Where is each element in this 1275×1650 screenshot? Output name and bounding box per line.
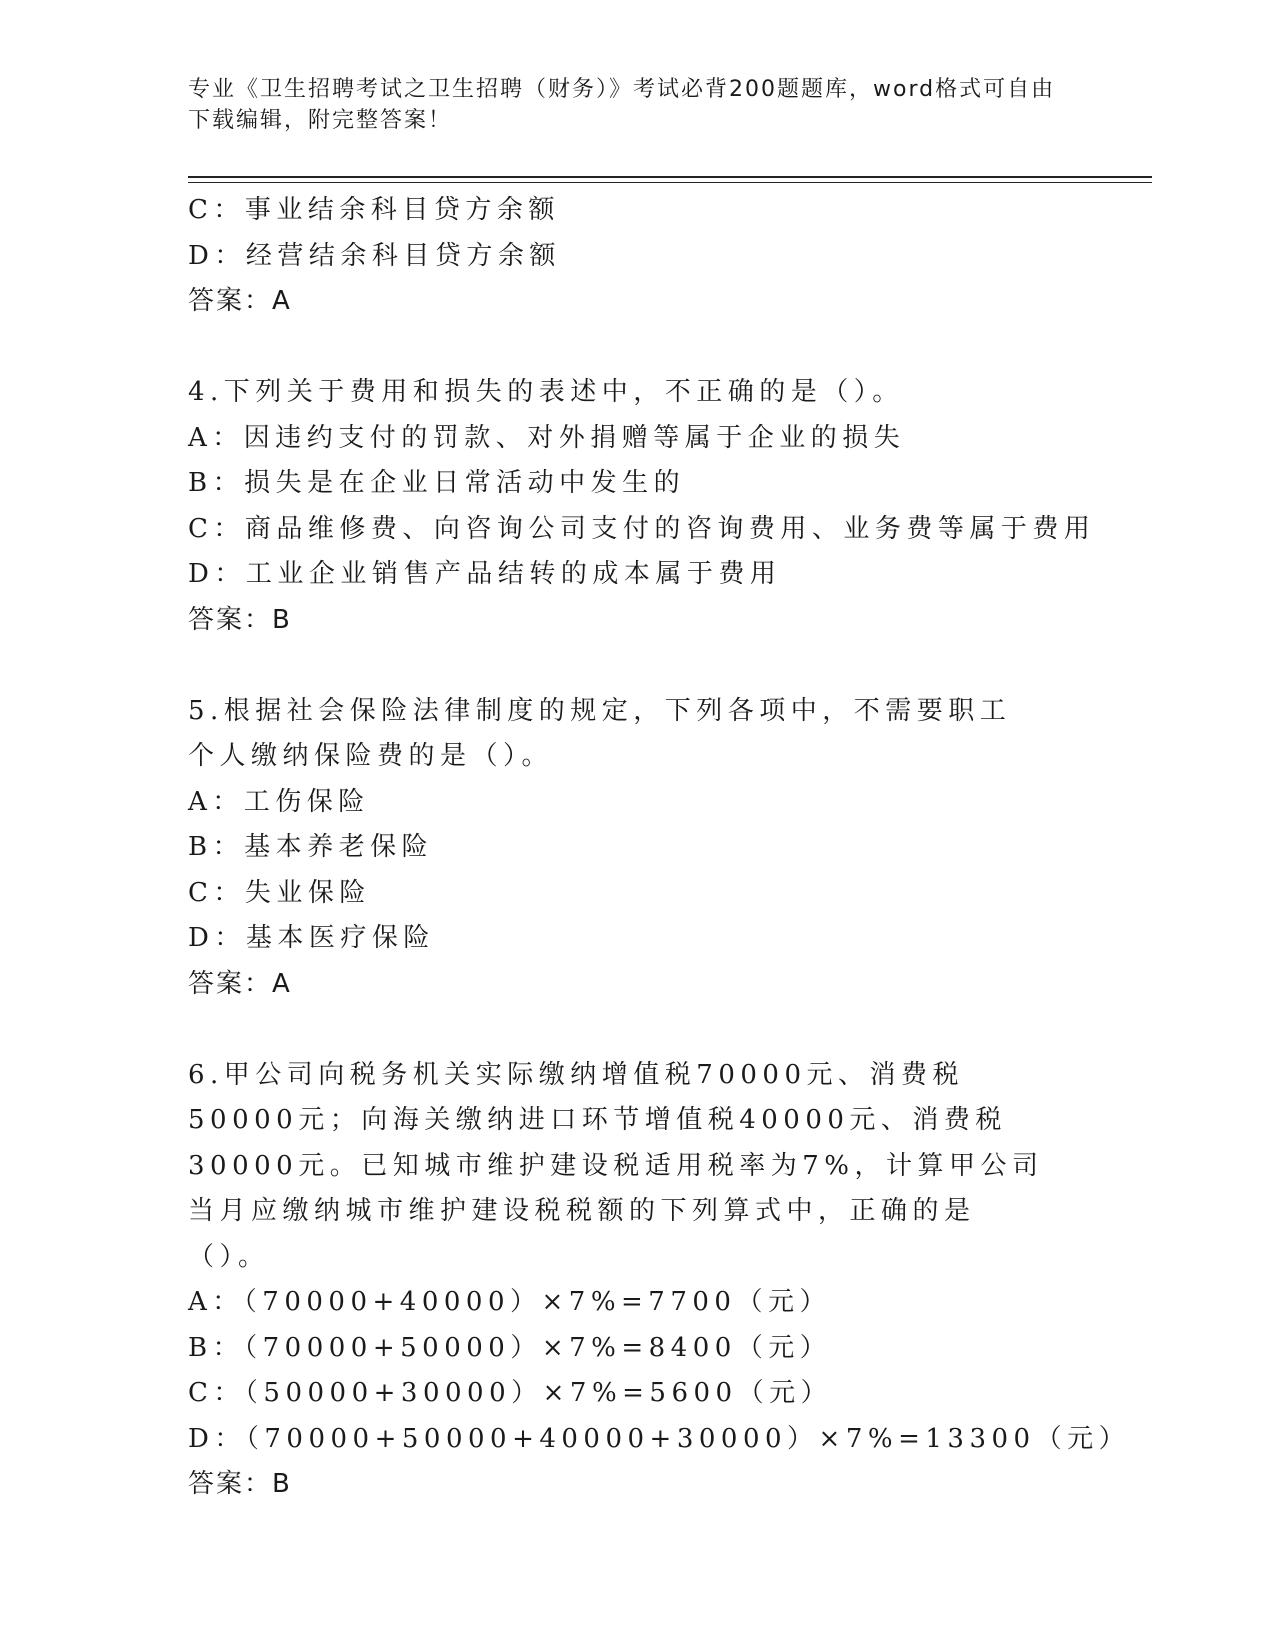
question-4 bbox=[188, 370, 1096, 643]
option-d bbox=[188, 1417, 1131, 1463]
option-text: （50000+30000）×7%=5600（元） bbox=[244, 1378, 833, 1408]
option-label: C： bbox=[188, 195, 245, 225]
spacer bbox=[188, 643, 1068, 689]
option-b bbox=[188, 1326, 1068, 1372]
option-text: 基本养老保险 bbox=[244, 832, 434, 862]
option-text: 因违约支付的罚款、对外捐赠等属于企业的损失 bbox=[243, 422, 906, 453]
document-header: 专业《卫生招聘考试之卫生招聘（财务）》考试必背200题题库，word格式可自由下载编辑，附完整答案！ bbox=[188, 77, 1056, 133]
spacer bbox=[188, 1007, 1068, 1053]
answer-line: 答案：B bbox=[188, 604, 292, 635]
answer-line: 答案：A bbox=[188, 286, 292, 316]
option-text: （70000+40000）×7%=7700（元） bbox=[243, 1287, 831, 1317]
header-divider-thick bbox=[188, 176, 1152, 178]
option-c bbox=[188, 1371, 1068, 1417]
option-label: B： bbox=[188, 468, 245, 498]
question-stem: 5.根据社会保险法律制度的规定，下列各项中，不需要职工个人缴纳保险费的是（）。 bbox=[188, 695, 1012, 771]
option-text: 失业保险 bbox=[244, 877, 371, 908]
option-text: （70000+50000）×7%=8400（元） bbox=[244, 1332, 832, 1363]
option-label: D： bbox=[188, 923, 246, 953]
question-stem: 4.下列关于费用和损失的表述中，不正确的是（）。 bbox=[188, 377, 904, 407]
option-text: 工伤保险 bbox=[243, 786, 370, 817]
option-c bbox=[188, 188, 1068, 234]
option-a bbox=[188, 416, 1068, 462]
option-label: D： bbox=[188, 559, 246, 589]
spacer bbox=[188, 325, 1068, 371]
question-5 bbox=[188, 689, 1068, 1008]
question-3-continued bbox=[188, 188, 1068, 325]
option-label: C： bbox=[188, 513, 245, 544]
option-text: 商品维修费、向咨询公司支付的咨询费用、业务费等属于费用 bbox=[244, 513, 1096, 544]
option-label: C： bbox=[188, 877, 245, 908]
answer-line: 答案：A bbox=[188, 968, 292, 999]
option-b bbox=[188, 825, 1068, 871]
question-6 bbox=[188, 1053, 1131, 1508]
option-c bbox=[188, 871, 1068, 917]
option-label: D： bbox=[188, 1423, 246, 1454]
option-text: 基本医疗保险 bbox=[245, 923, 435, 953]
option-label: D： bbox=[188, 240, 246, 271]
answer-line: 答案：B bbox=[188, 1469, 292, 1499]
option-label: A： bbox=[188, 1287, 244, 1317]
option-b bbox=[188, 461, 1068, 507]
option-label: B： bbox=[188, 1332, 245, 1363]
question-stem: 6.甲公司向税务机关实际缴纳增值税70000元、消费税50000元；向海关缴纳进口环节增值税40000元、消费税30000元。已知城市维护建设税适用税率为7%，计算甲公司当月应缴纳城市维护建设税税额的下列算式中，正确的是（）。 bbox=[188, 1059, 1044, 1272]
option-a bbox=[188, 1280, 1068, 1326]
option-label: A： bbox=[188, 422, 244, 453]
option-d bbox=[188, 552, 1068, 598]
header-divider-thin bbox=[188, 182, 1152, 183]
option-text: （70000+50000+40000+30000）×7%=13300（元） bbox=[245, 1423, 1131, 1454]
option-label: A： bbox=[188, 786, 244, 817]
option-a bbox=[188, 780, 1068, 826]
option-label: B： bbox=[188, 832, 245, 862]
option-c bbox=[188, 507, 1096, 553]
option-text: 工业企业销售产品结转的成本属于费用 bbox=[245, 559, 782, 589]
option-label: C： bbox=[188, 1378, 245, 1408]
option-text: 经营结余科目贷方余额 bbox=[245, 240, 561, 271]
option-text: 事业结余科目贷方余额 bbox=[244, 195, 560, 225]
option-text: 损失是在企业日常活动中发生的 bbox=[244, 468, 686, 498]
option-d bbox=[188, 234, 1068, 280]
option-d bbox=[188, 916, 1068, 962]
question-content bbox=[188, 188, 1131, 1508]
